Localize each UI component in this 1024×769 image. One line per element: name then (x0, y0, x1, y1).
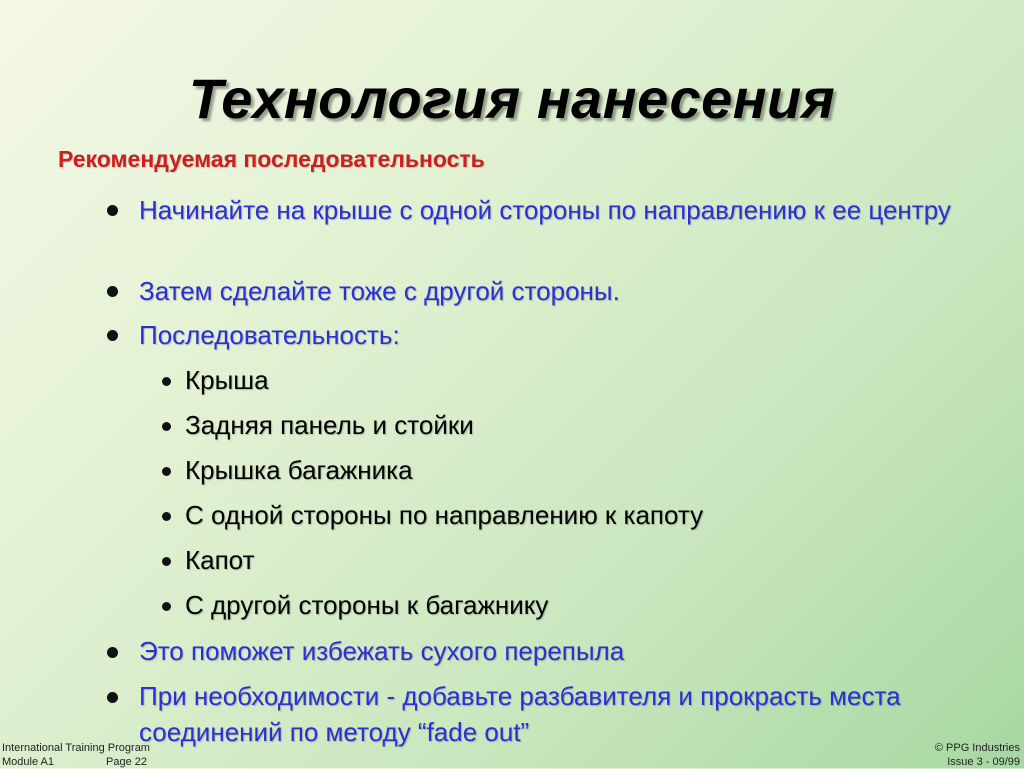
sub-bullet-dot (162, 422, 171, 431)
bullet-dot (107, 647, 118, 658)
slide-subtitle: Рекомендуемая последовательность (58, 146, 485, 172)
bullet-dot (107, 692, 118, 703)
sub-bullet-item: С одной стороны по направлению к капоту (185, 500, 704, 530)
sub-bullet-item: Крыша (185, 365, 269, 395)
sub-bullet-dot (162, 512, 171, 521)
bullet-item: Последовательность: (139, 320, 400, 350)
bullet-item: Затем сделайте тоже с другой стороны. (139, 276, 620, 306)
footer-module: Module A1 (2, 756, 54, 768)
sub-bullet-dot (162, 377, 171, 386)
footer-page: Page 22 (106, 756, 147, 768)
footer-copyright: © PPG Industries (934, 742, 1020, 754)
sub-bullet-item: Крышка багажника (185, 455, 413, 485)
sub-bullet-dot (162, 557, 171, 566)
bullet-item: При необходимости - добавьте разбавителя и прокрасть места соединений по методу “fade out” (139, 681, 901, 747)
slide-title: Технология нанесения (188, 67, 836, 130)
bullet-dot (107, 330, 118, 341)
bullet-dot (107, 286, 118, 297)
sub-bullet-item: Задняя панель и стойки (185, 410, 474, 440)
footer-issue: Issue 3 - 09/99 (947, 756, 1020, 768)
sub-bullet-dot (162, 467, 171, 476)
bullet-item: Это поможет избежать сухого перепыла (139, 636, 625, 666)
footer-program: International Training Program (2, 742, 150, 754)
sub-bullet-item: Капот (185, 545, 255, 575)
bullet-item: Начинайте на крыше с одной стороны по направлению к ее центру (139, 195, 951, 225)
sub-bullet-item: С другой стороны к багажнику (185, 590, 549, 620)
bullet-dot (107, 205, 118, 216)
sub-bullet-dot (162, 602, 171, 611)
